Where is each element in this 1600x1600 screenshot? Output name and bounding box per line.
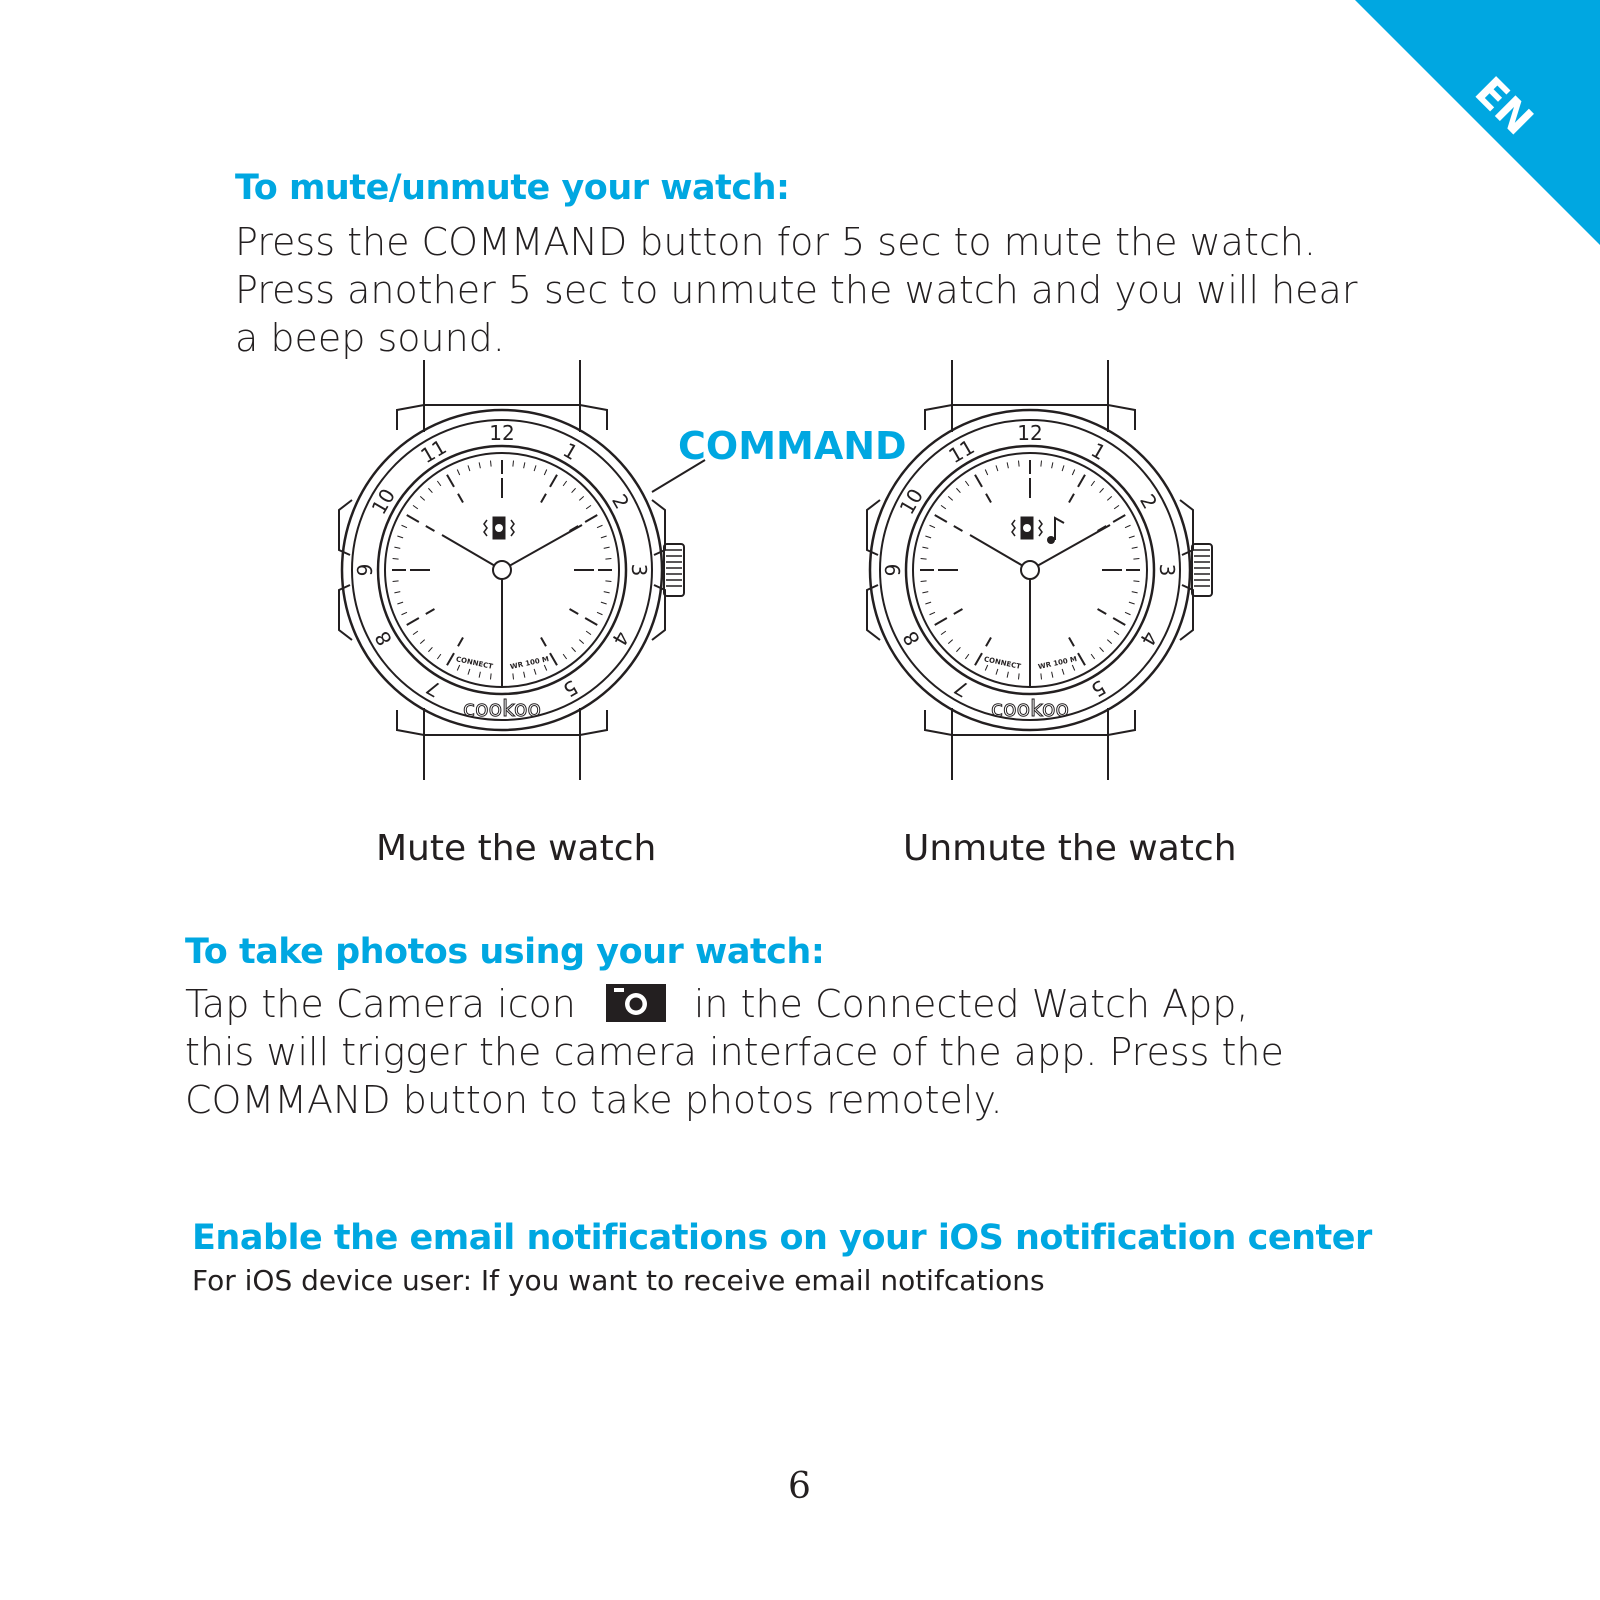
mute-line-3: a beep sound. [235, 316, 505, 360]
svg-text:4: 4 [607, 626, 635, 651]
svg-text:4: 4 [1135, 626, 1163, 651]
svg-text:9: 9 [881, 563, 905, 577]
photo-line-1-start: Tap the Camera icon [185, 982, 576, 1026]
svg-text:1: 1 [558, 437, 583, 465]
svg-text:12: 12 [1017, 421, 1043, 445]
page-number: 6 [788, 1466, 811, 1507]
camera-icon [606, 984, 666, 1022]
svg-text:8: 8 [897, 626, 925, 651]
email-heading: Enable the email notifications on your iOS notification center [192, 1218, 1372, 1258]
svg-text:10: 10 [894, 484, 929, 519]
svg-text:11: 11 [416, 434, 451, 469]
photo-line-1 [185, 980, 1284, 1028]
photo-line-2: this will trigger the camera interface of the app. Press the [185, 1030, 1284, 1074]
svg-text:CONNECT: CONNECT [455, 655, 494, 671]
photo-line-3: COMMAND button to take photos remotely. [185, 1078, 1003, 1122]
mute-line-2: Press another 5 sec to unmute the watch and you will hear [235, 268, 1358, 312]
svg-text:1: 1 [1086, 437, 1111, 465]
svg-text:CONNECT: CONNECT [983, 655, 1022, 671]
mute-heading: To mute/unmute your watch: [235, 168, 790, 208]
svg-text:WR 100 M: WR 100 M [509, 655, 550, 672]
svg-text:2: 2 [1135, 489, 1163, 514]
mute-vibrate-icon [484, 517, 514, 539]
svg-text:12: 12 [489, 421, 515, 445]
photo-instructions [185, 980, 1284, 1124]
brand-logo: cookoo [991, 697, 1069, 722]
svg-text:3: 3 [1155, 563, 1179, 577]
svg-text:7: 7 [949, 675, 974, 703]
svg-text:2: 2 [607, 489, 635, 514]
watch-mute [339, 360, 684, 780]
mute-line-1: Press the COMMAND button for 5 sec to mute the watch. [235, 220, 1316, 264]
brand-logo: cookoo [463, 697, 541, 722]
svg-text:8: 8 [369, 626, 397, 651]
photo-line-1-end: in the Connected Watch App, [693, 982, 1249, 1026]
photo-heading: To take photos using your watch: [185, 932, 825, 972]
watch-unmute [867, 360, 1212, 780]
svg-text:9: 9 [353, 563, 377, 577]
language-tab-label: EN [1465, 68, 1542, 145]
command-label: COMMAND [678, 424, 907, 468]
svg-text:7: 7 [421, 675, 446, 703]
vibrate-music-icon [1012, 517, 1064, 544]
language-tab [1320, 0, 1600, 280]
email-text: For iOS device user: If you want to receive email notifcations [192, 1264, 1045, 1297]
svg-text:5: 5 [1086, 675, 1111, 703]
svg-text:11: 11 [944, 434, 979, 469]
mute-caption: Mute the watch [376, 828, 657, 869]
mute-instructions [235, 218, 1357, 362]
svg-text:3: 3 [627, 563, 651, 577]
svg-text:WR 100 M: WR 100 M [1037, 655, 1078, 672]
unmute-caption: Unmute the watch [903, 828, 1237, 869]
svg-text:10: 10 [366, 484, 401, 519]
svg-text:5: 5 [558, 675, 583, 703]
